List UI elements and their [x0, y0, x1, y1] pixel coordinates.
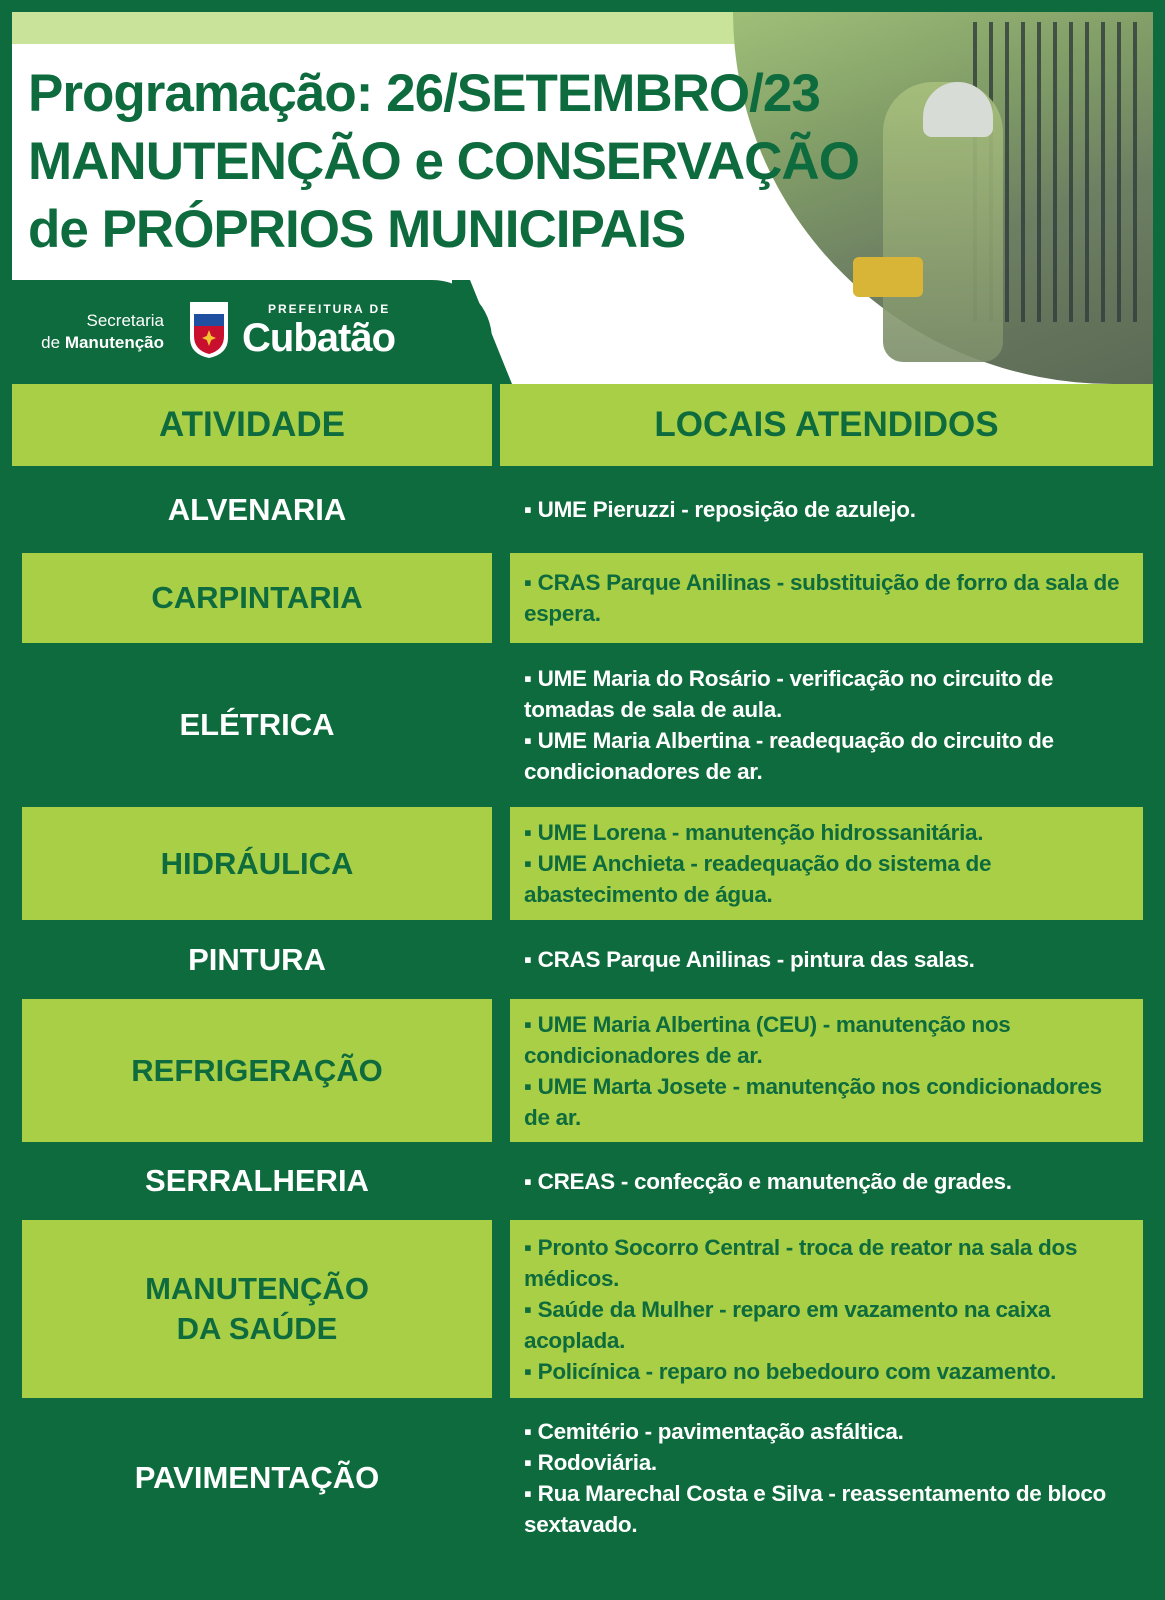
locations-cell	[510, 807, 1143, 920]
prefeitura-label: PREFEITURA DE	[268, 302, 391, 316]
table-header	[12, 384, 1153, 466]
activity-cell: PAVIMENTAÇÃO	[22, 1405, 492, 1550]
title-line-1: Programação: 26/SETEMBRO/23	[28, 64, 820, 123]
secretaria-line-1: Secretaria	[86, 311, 164, 330]
locations-cell	[510, 999, 1143, 1142]
table-row-refrigeracao	[12, 999, 1153, 1142]
activity-line: MANUTENÇÃO	[145, 1271, 369, 1306]
table-row-pintura	[12, 927, 1153, 992]
location-item: ▪ Policínica - reparo no bebedouro com vazamento.	[524, 1358, 1057, 1384]
activity-cell: ELÉTRICA	[22, 650, 492, 800]
location-item: ▪ UME Lorena - manutenção hidrossanitária.	[524, 820, 984, 845]
drill-graphic	[853, 257, 923, 297]
activity-cell: SERRALHERIA	[22, 1149, 492, 1213]
location-item: ▪ Cemitério - pavimentação asfáltica.	[524, 1418, 904, 1444]
logo-bar	[12, 280, 492, 384]
location-item: ▪ CRAS Parque Anilinas - substituição de forro da sala de espera.	[524, 570, 1120, 626]
locations-cell	[510, 650, 1143, 800]
city-name: Cubatão	[242, 316, 395, 360]
table-row-manutencao-saude	[12, 1220, 1153, 1398]
location-item: ▪ UME Maria do Rosário - verificação no circuito de tomadas de sala de aula.	[524, 666, 1054, 722]
locations-cell	[510, 1220, 1143, 1398]
location-item: ▪ CREAS - confecção e manutenção de grades.	[524, 1168, 1012, 1194]
activity-cell: ALVENARIA	[22, 473, 492, 546]
location-item: ▪ UME Marta Josete - manutenção nos condicionadores de ar.	[524, 1073, 1102, 1130]
logo-bar-tail	[452, 280, 512, 384]
location-item: ▪ Rodoviária.	[524, 1449, 657, 1475]
location-item: ▪ Rua Marechal Costa e Silva - reassentamento de bloco sextavado.	[524, 1480, 1106, 1537]
locations-cell	[510, 1405, 1143, 1550]
table-row-alvenaria	[12, 473, 1153, 546]
secretaria-label	[34, 310, 164, 354]
location-item: ▪ CRAS Parque Anilinas - pintura das salas.	[524, 947, 975, 972]
activity-cell: CARPINTARIA	[22, 553, 492, 643]
header-atividade: ATIVIDADE	[12, 384, 492, 466]
header	[12, 12, 1153, 384]
table-row-hidraulica	[12, 807, 1153, 920]
activity-cell: HIDRÁULICA	[22, 807, 492, 920]
table-row-pavimentacao	[12, 1405, 1153, 1550]
table-row-carpintaria	[12, 553, 1153, 643]
city-crest-icon	[184, 300, 234, 360]
locations-cell	[510, 473, 1143, 546]
activity-cell: PINTURA	[22, 927, 492, 992]
activity-cell: REFRIGERAÇÃO	[22, 999, 492, 1142]
table-row-serralheria	[12, 1149, 1153, 1213]
prefeitura-logo	[242, 302, 395, 360]
page-title	[28, 60, 859, 264]
location-item: ▪ UME Anchieta - readequação do sistema de abastecimento de água.	[524, 851, 992, 907]
location-item: ▪ Pronto Socorro Central - troca de reator na sala dos médicos.	[524, 1234, 1078, 1291]
title-line-3: de PRÓPRIOS MUNICIPAIS	[28, 200, 686, 259]
location-item: ▪ UME Maria Albertina (CEU) - manutenção nos condicionadores de ar.	[524, 1011, 1011, 1068]
secretaria-prefix: de	[41, 333, 65, 352]
header-locais: LOCAIS ATENDIDOS	[500, 384, 1153, 466]
activity-cell	[22, 1220, 492, 1398]
location-item: ▪ UME Maria Albertina - readequação do circuito de condicionadores de ar.	[524, 728, 1054, 784]
locations-cell	[510, 1149, 1143, 1213]
location-item: ▪ Saúde da Mulher - reparo em vazamento na caixa acoplada.	[524, 1296, 1051, 1353]
secretaria-name: Manutenção	[64, 333, 164, 352]
location-item: ▪ UME Pieruzzi - reposição de azulejo.	[524, 497, 916, 522]
locations-cell	[510, 553, 1143, 643]
title-line-2: MANUTENÇÃO e CONSERVAÇÃO	[28, 132, 859, 191]
locations-cell	[510, 927, 1143, 992]
table-row-eletrica	[12, 650, 1153, 800]
activity-line: DA SAÚDE	[176, 1311, 338, 1346]
